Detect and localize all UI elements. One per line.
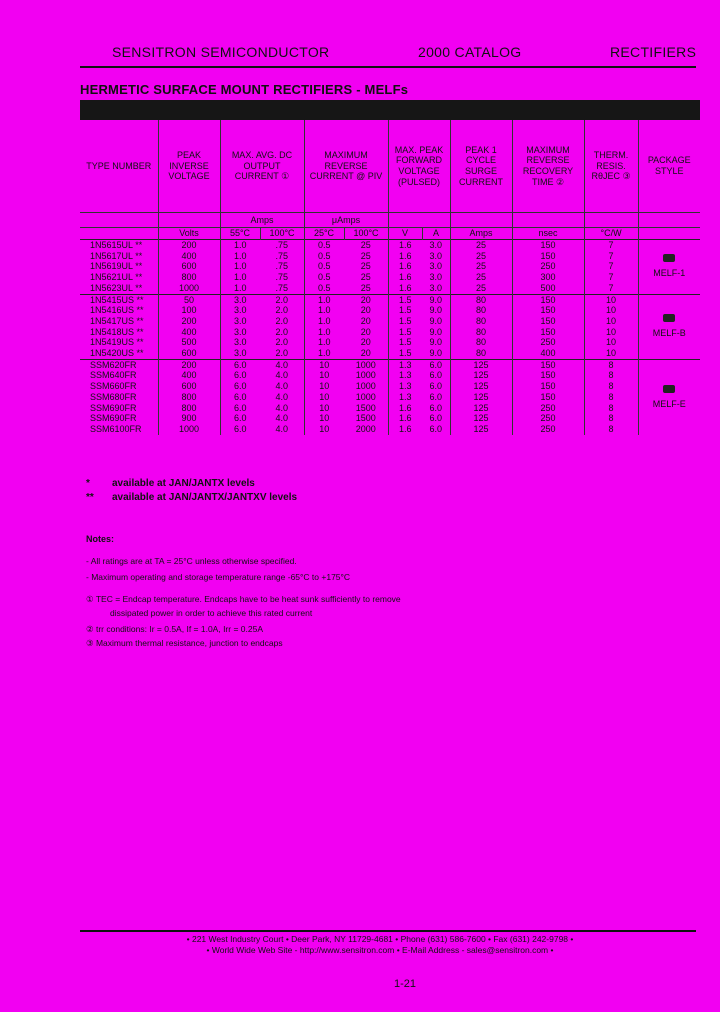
page-number: 1-21 — [394, 978, 417, 990]
table-cell: 1.5 — [388, 294, 422, 305]
table-cell: 7 — [584, 240, 638, 251]
table-cell: 100 — [158, 305, 220, 316]
table-cell: 6.0 — [422, 359, 450, 370]
table-cell: 400 — [158, 370, 220, 381]
title-bar — [80, 100, 700, 120]
col-reverse-current: MAXIMUM REVERSE CURRENT @ PIV — [304, 120, 388, 213]
table-cell: 1.6 — [388, 261, 422, 272]
footer-rule — [80, 930, 696, 932]
table-cell: 8 — [584, 413, 638, 424]
table-cell: 7 — [584, 272, 638, 283]
table-cell: 25 — [360, 261, 371, 272]
table-cell: 1500 — [355, 413, 376, 424]
availability-text: available at JAN/JANTX/JANTXV levels — [112, 492, 298, 503]
table-cell: 4.0 — [275, 391, 288, 402]
table-cell: 10 — [584, 337, 638, 348]
table-cell: 1000 — [344, 359, 388, 370]
unit-cell: °C/W — [584, 228, 638, 240]
table-cell: 25 — [450, 261, 512, 272]
table-cell: 25 — [360, 282, 371, 293]
table-cell: 10 — [304, 403, 344, 414]
unit-reverse-current: μAmps — [304, 213, 388, 228]
table-cell: 1000 — [158, 283, 220, 294]
table-cell: 1.6 — [388, 272, 422, 283]
table-row — [80, 305, 700, 316]
diode-icon — [663, 385, 675, 393]
table-cell: 80 — [450, 294, 512, 305]
unit-cell: Amps — [450, 228, 512, 240]
table-cell: 400 — [158, 327, 220, 338]
table-cell: 10 — [584, 294, 638, 305]
header-section: RECTIFIERS — [610, 44, 697, 60]
diode-icon — [663, 314, 675, 322]
table-cell: 9.0 — [429, 326, 443, 337]
table-cell: 1.5 — [388, 316, 422, 327]
table-cell: 3.0 — [220, 337, 260, 348]
unit-cell: A — [422, 228, 450, 240]
table-cell: 2.0 — [275, 315, 288, 326]
table-cell: 800 — [158, 403, 220, 414]
table-row — [80, 337, 700, 348]
table-cell: 7 — [584, 261, 638, 272]
table-cell: 3.0 — [220, 348, 260, 359]
note-item: - All ratings are at TA = 25°C unless otherwise specified. — [86, 556, 297, 566]
table-cell: 2.0 — [275, 305, 288, 316]
table-cell: 600 — [158, 348, 220, 359]
unit-cell: nsec — [512, 228, 584, 240]
col-dc-output: MAX. AVG. DC OUTPUT CURRENT ① — [220, 120, 304, 213]
table-cell: 3.0 — [220, 294, 260, 305]
package-cell — [638, 240, 700, 295]
availability-note-1 — [86, 478, 255, 489]
table-cell: 150 — [512, 251, 584, 262]
table-cell: 20 — [360, 315, 371, 326]
table-cell: 1000 — [355, 391, 376, 402]
table-cell: 20 — [360, 348, 371, 359]
table-cell: 25 — [360, 272, 371, 283]
table-cell: 1.0 — [304, 337, 344, 348]
unit-cell: 25°C — [304, 228, 344, 240]
table-cell: 250 — [512, 413, 584, 424]
table-cell: .75 — [260, 240, 304, 251]
table-cell: 3.0 — [422, 240, 450, 251]
table-cell: 2.0 — [275, 326, 288, 337]
table-cell: 6.0 — [429, 413, 443, 424]
table-cell: 2000 — [355, 423, 376, 434]
table-cell: 4.0 — [275, 402, 288, 413]
table-cell: 0.5 — [304, 272, 344, 283]
table-cell: 6.0 — [429, 370, 443, 381]
table-cell: .75 — [275, 272, 288, 283]
table-cell: SSM6100FR — [90, 423, 142, 434]
table-cell: 1N5621UL ** — [90, 272, 143, 283]
table-cell: 250 — [512, 403, 584, 414]
unit-cell: 100°C — [344, 228, 388, 240]
table-cell: 1.0 — [304, 348, 344, 359]
table-cell: 1.0 — [220, 251, 260, 262]
table-cell: 1N5619UL ** — [90, 261, 143, 272]
table-cell: 1.0 — [304, 327, 344, 338]
table-cell: 8 — [584, 392, 638, 403]
table-row — [80, 413, 700, 424]
table-cell: 1.0 — [220, 272, 260, 283]
col-package: PACKAGE STYLE — [638, 120, 700, 213]
table-cell: 1.6 — [388, 251, 422, 262]
table-cell: 800 — [158, 272, 220, 283]
table-cell: 200 — [158, 316, 220, 327]
table-cell: 6.0 — [220, 359, 260, 370]
header-catalog: 2000 CATALOG — [418, 44, 522, 60]
table-cell: SSM660FR — [90, 381, 137, 392]
availability-text: available at JAN/JANTX levels — [112, 478, 255, 489]
table-cell: 1.6 — [388, 424, 422, 435]
table-cell: 1.0 — [304, 294, 344, 305]
table-cell: 25 — [360, 250, 371, 261]
table-cell: 3.0 — [220, 327, 260, 338]
table-cell: 2.0 — [275, 348, 288, 359]
diode-icon — [663, 254, 675, 262]
table-cell: 150 — [512, 305, 584, 316]
unit-row — [80, 213, 700, 228]
col-forward-voltage: MAX. PEAK FORWARD VOLTAGE (PULSED) — [388, 120, 450, 213]
table-cell: 3.0 — [429, 250, 443, 261]
footer-address: • 221 West Industry Court • Deer Park, NY 11729-4681 • Phone (631) 586-7600 • Fax (631) 242-9798 • — [186, 934, 574, 944]
package-cell — [638, 359, 700, 434]
page-title: HERMETIC SURFACE MOUNT RECTIFIERS - MELFs — [80, 82, 409, 97]
table-cell: 1N5623UL ** — [90, 282, 143, 293]
table-cell: 80 — [450, 305, 512, 316]
package-label: MELF-B — [652, 328, 686, 339]
table-cell: 9.0 — [429, 315, 443, 326]
note-item: ② trr conditions: Ir = 0.5A, If = 1.0A, Irr = 0.25A — [86, 624, 263, 634]
table-cell: 150 — [512, 381, 584, 392]
note-item: ③ Maximum thermal resistance, junction to endcaps — [86, 638, 283, 648]
table-cell: 3.0 — [429, 282, 443, 293]
col-surge: PEAK 1 CYCLE SURGE CURRENT — [450, 120, 512, 213]
table-row — [80, 359, 700, 370]
notes-title: Notes: — [86, 534, 115, 544]
table-row — [80, 272, 700, 283]
table-cell: 400 — [158, 251, 220, 262]
table-cell: 200 — [158, 240, 220, 251]
table-row — [80, 261, 700, 272]
table-cell: 1000 — [355, 381, 376, 392]
table-cell: 1.0 — [220, 240, 260, 251]
table-cell: 3.0 — [220, 316, 260, 327]
table-row — [80, 403, 700, 414]
table-cell: 250 — [512, 261, 584, 272]
table-cell: .75 — [275, 282, 288, 293]
table-cell: 8 — [584, 424, 638, 435]
table-cell: 1.5 — [388, 348, 422, 359]
table-cell: 9.0 — [429, 348, 443, 359]
table-cell: .75 — [275, 261, 288, 272]
table-cell: 1.0 — [304, 316, 344, 327]
table-cell: 4.0 — [275, 381, 288, 392]
table-cell: 8 — [584, 370, 638, 381]
table-row — [80, 316, 700, 327]
table-cell: 7 — [584, 251, 638, 262]
table-cell: 7 — [584, 283, 638, 294]
table-cell: 200 — [158, 359, 220, 370]
table-cell: 10 — [584, 348, 638, 359]
table-cell: 3.0 — [429, 261, 443, 272]
table-cell: 1.6 — [388, 240, 422, 251]
table-cell: 250 — [512, 337, 584, 348]
table-cell: 1N5415US ** — [80, 294, 158, 305]
table-cell: 80 — [450, 348, 512, 359]
table-cell: 1000 — [355, 370, 376, 381]
table-cell: 1N5416US ** — [90, 305, 144, 316]
header-row — [80, 120, 700, 213]
table-cell: 10 — [584, 327, 638, 338]
availability-mark: ** — [86, 492, 94, 503]
table-cell: 4.0 — [275, 423, 288, 434]
table-cell: 10 — [304, 424, 344, 435]
table-cell: 150 — [512, 359, 584, 370]
table-cell: 150 — [512, 327, 584, 338]
col-piv: PEAK INVERSE VOLTAGE — [158, 120, 220, 213]
table-cell: 6.0 — [429, 423, 443, 434]
package-label: MELF-1 — [653, 268, 686, 279]
table-cell: 125 — [450, 359, 512, 370]
table-cell: 2.0 — [275, 337, 288, 348]
spec-table — [80, 120, 700, 435]
table-cell: 150 — [512, 316, 584, 327]
table-cell: 6.0 — [429, 402, 443, 413]
table-cell: 20 — [344, 294, 388, 305]
table-cell: 1N5417US ** — [90, 315, 144, 326]
unit-cell: 55°C — [220, 228, 260, 240]
table-cell: 8 — [584, 359, 638, 370]
table-cell: 1N5615UL ** — [80, 240, 158, 251]
table-cell: 125 — [450, 381, 512, 392]
table-cell: 6.0 — [220, 403, 260, 414]
table-cell: 9.0 — [429, 337, 443, 348]
header-rule — [80, 66, 696, 68]
table-cell: 50 — [158, 294, 220, 305]
table-cell: 4.0 — [275, 413, 288, 424]
table-row — [80, 381, 700, 392]
table-cell: 1N5418US ** — [90, 326, 144, 337]
table-cell: 125 — [450, 413, 512, 424]
table-cell: 6.0 — [220, 381, 260, 392]
table-cell: .75 — [275, 250, 288, 261]
table-cell: 150 — [512, 392, 584, 403]
table-cell: 500 — [512, 283, 584, 294]
table-cell: 0.5 — [304, 261, 344, 272]
package-label: MELF-E — [652, 398, 686, 409]
table-cell: 1.5 — [388, 337, 422, 348]
table-cell: 10 — [304, 359, 344, 370]
table-cell: 25 — [450, 283, 512, 294]
table-cell: 0.5 — [304, 251, 344, 262]
table-cell: 1.0 — [304, 305, 344, 316]
unit-cell: V — [388, 228, 422, 240]
table-row — [80, 392, 700, 403]
table-cell: SSM690FR — [90, 413, 137, 424]
table-cell: 500 — [158, 337, 220, 348]
table-cell: 125 — [450, 403, 512, 414]
table-row — [80, 327, 700, 338]
table-cell: 1N5420US ** — [90, 348, 144, 359]
table-cell: 25 — [344, 240, 388, 251]
table-cell: 6.0 — [429, 391, 443, 402]
table-cell: SSM690FR — [90, 402, 137, 413]
table-cell: 800 — [158, 392, 220, 403]
table-cell: 1N5617UL ** — [90, 250, 143, 261]
table-cell: 1.6 — [388, 283, 422, 294]
header-company: SENSITRON SEMICONDUCTOR — [112, 44, 330, 60]
table-cell: 1.5 — [388, 305, 422, 316]
table-cell: 900 — [158, 413, 220, 424]
table-cell: 20 — [360, 326, 371, 337]
table-cell: SSM680FR — [90, 391, 137, 402]
table-cell: 10 — [304, 370, 344, 381]
table-cell: 150 — [512, 294, 584, 305]
table-cell: 1.3 — [388, 381, 422, 392]
table-row — [80, 240, 700, 251]
table-cell: 8 — [584, 381, 638, 392]
note-item: - Maximum operating and storage temperature range -65°C to +175°C — [86, 572, 351, 582]
table-cell: 1.3 — [388, 370, 422, 381]
table-row — [80, 283, 700, 294]
table-row — [80, 251, 700, 262]
note-item: ① TEC = Endcap temperature. Endcaps have to be heat sunk sufficiently to remove — [86, 594, 401, 604]
table-row — [80, 294, 700, 305]
table-cell: 4.0 — [260, 359, 304, 370]
table-cell: 10 — [304, 413, 344, 424]
table-cell: 80 — [450, 316, 512, 327]
table-body — [80, 240, 700, 435]
table-cell: SSM620FR — [80, 359, 158, 370]
table-cell: 80 — [450, 337, 512, 348]
table-cell: 10 — [304, 392, 344, 403]
package-cell — [638, 294, 700, 359]
table-cell: 300 — [512, 272, 584, 283]
table-cell: 1.0 — [220, 283, 260, 294]
table-row — [80, 424, 700, 435]
table-cell: 1000 — [158, 424, 220, 435]
table-cell: 600 — [158, 261, 220, 272]
table-cell: 125 — [450, 392, 512, 403]
table-cell: 1500 — [355, 402, 376, 413]
col-type: TYPE NUMBER — [86, 160, 152, 171]
unit-cell — [638, 228, 700, 240]
table-cell: 1.0 — [220, 261, 260, 272]
table-cell: 10 — [584, 316, 638, 327]
table-cell: 150 — [512, 370, 584, 381]
table-cell: 2.0 — [260, 294, 304, 305]
table-cell: 1.3 — [388, 359, 422, 370]
unit-cell: 100°C — [260, 228, 304, 240]
table-cell: 0.5 — [304, 283, 344, 294]
table-cell: 400 — [512, 348, 584, 359]
unit-cell: Volts — [158, 228, 220, 240]
table-cell: 1N5419US ** — [90, 337, 144, 348]
availability-mark: * — [86, 478, 90, 489]
availability-note-2 — [86, 492, 297, 503]
table-cell: 9.0 — [429, 305, 443, 316]
table-cell: 3.0 — [220, 305, 260, 316]
table-cell: 150 — [512, 240, 584, 251]
table-cell: 25 — [450, 251, 512, 262]
table-cell: SSM640FR — [90, 370, 137, 381]
table-cell: 10 — [584, 305, 638, 316]
table-cell: 1.6 — [388, 413, 422, 424]
table-cell: 1.3 — [388, 392, 422, 403]
table-cell: 20 — [360, 337, 371, 348]
table-cell: 8 — [584, 403, 638, 414]
table-cell: 10 — [304, 381, 344, 392]
table-cell: 25 — [450, 240, 512, 251]
table-cell: 25 — [450, 272, 512, 283]
table-cell: 6.0 — [220, 392, 260, 403]
footer-web: • World Wide Web Site - http://www.sensitron.com • E-Mail Address - sales@sensitron.com • — [206, 945, 554, 955]
table-row — [80, 348, 700, 359]
table-cell: 6.0 — [220, 424, 260, 435]
table-cell: 6.0 — [429, 381, 443, 392]
unit-cell — [80, 228, 158, 240]
table-cell: 1.6 — [388, 403, 422, 414]
unit-dc-output: Amps — [220, 213, 304, 228]
table-cell: 3.0 — [429, 272, 443, 283]
col-recovery: MAXIMUM REVERSE RECOVERY TIME ② — [512, 120, 584, 213]
table-cell: 20 — [360, 305, 371, 316]
table-cell: 6.0 — [220, 370, 260, 381]
table-cell: 0.5 — [304, 240, 344, 251]
table-cell: 9.0 — [422, 294, 450, 305]
table-row — [80, 370, 700, 381]
table-cell: 600 — [158, 381, 220, 392]
table-cell: 125 — [450, 370, 512, 381]
table-cell: 1.5 — [388, 327, 422, 338]
table-cell: 250 — [512, 424, 584, 435]
units-row — [80, 228, 700, 240]
table-cell: 6.0 — [220, 413, 260, 424]
note-item: dissipated power in order to achieve this rated current — [110, 608, 313, 618]
col-thermal: THERM. RESIS. RθJEC ③ — [584, 120, 638, 213]
table-cell: 80 — [450, 327, 512, 338]
table-cell: 4.0 — [275, 370, 288, 381]
table-cell: 125 — [450, 424, 512, 435]
